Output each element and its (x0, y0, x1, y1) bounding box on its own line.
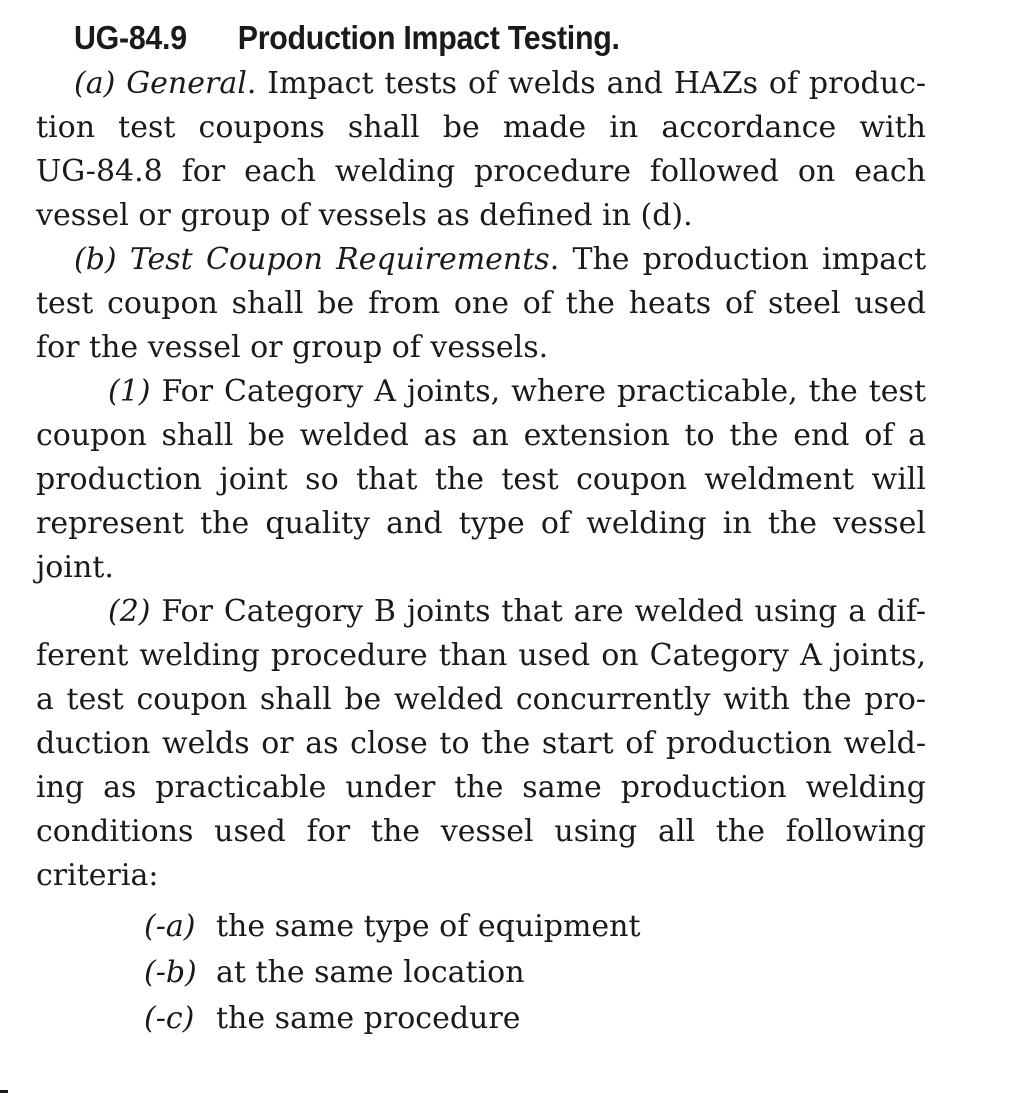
paragraph-line: (b) Test Coupon Requirements. The production impact (74, 242, 926, 277)
paragraph-line: duction welds or as close to the start of production weld- (36, 726, 926, 761)
paragraph-label: (a) General (74, 66, 247, 101)
list-item-label: (-c) (144, 1001, 195, 1036)
list-item-text: the same type of equipment (216, 909, 641, 944)
paragraph-line: conditions used for the vessel using all the following (36, 814, 926, 849)
paragraph-label: (2) (108, 594, 151, 629)
document-page (36, 14, 926, 1042)
section-heading (74, 14, 858, 62)
paragraph-line: for the vessel or group of vessels. (36, 330, 549, 365)
paragraph-line: (a) General. Impact tests of welds and HAZs of produc- (74, 66, 927, 101)
list-item (144, 950, 926, 996)
section-number: UG-84.9 (74, 19, 187, 56)
paragraph-label: (b) Test Coupon Requirements (74, 242, 550, 277)
paragraph-line: ferent welding procedure than used on Category A joints, (36, 638, 926, 673)
paragraph-line: criteria: (36, 858, 159, 893)
paragraph-line: test coupon shall be from one of the heats of steel used (36, 286, 926, 321)
paragraph-b (36, 238, 926, 370)
list-item-label: (-b) (144, 955, 197, 990)
paragraph-line: ing as practicable under the same production welding (36, 770, 926, 805)
paragraph-line: (2) For Category B joints that are welded using a dif- (108, 594, 926, 629)
paragraph-label: (1) (108, 374, 151, 409)
paragraph-1 (36, 370, 926, 590)
paragraph-line: a test coupon shall be welded concurrently with the pro- (36, 682, 926, 717)
paragraph-line: represent the quality and type of welding in the vessel (36, 506, 926, 541)
paragraph-line: (1) For Category A joints, where practicable, the test (108, 374, 926, 409)
paragraph-2 (36, 590, 926, 898)
paragraph-line: coupon shall be welded as an extension to the end of a (36, 418, 926, 453)
list-item-text: the same procedure (216, 1001, 521, 1036)
list-item (144, 904, 926, 950)
section-title: Production Impact Testing. (237, 19, 620, 56)
paragraph-line: tion test coupons shall be made in accordance with (36, 110, 926, 145)
list-item-label: (-a) (144, 909, 196, 944)
criteria-list (144, 904, 926, 1042)
list-item (144, 996, 926, 1042)
paragraph-line: production joint so that the test coupon weldment will (36, 462, 926, 497)
list-item-text: at the same location (216, 955, 525, 990)
paragraph-line: UG-84.8 for each welding procedure followed on each (36, 154, 926, 189)
paragraph-line: vessel or group of vessels as defined in (d). (36, 198, 693, 233)
margin-mark (0, 1090, 8, 1093)
paragraph-line: joint. (36, 550, 114, 585)
paragraph-a (36, 62, 926, 238)
